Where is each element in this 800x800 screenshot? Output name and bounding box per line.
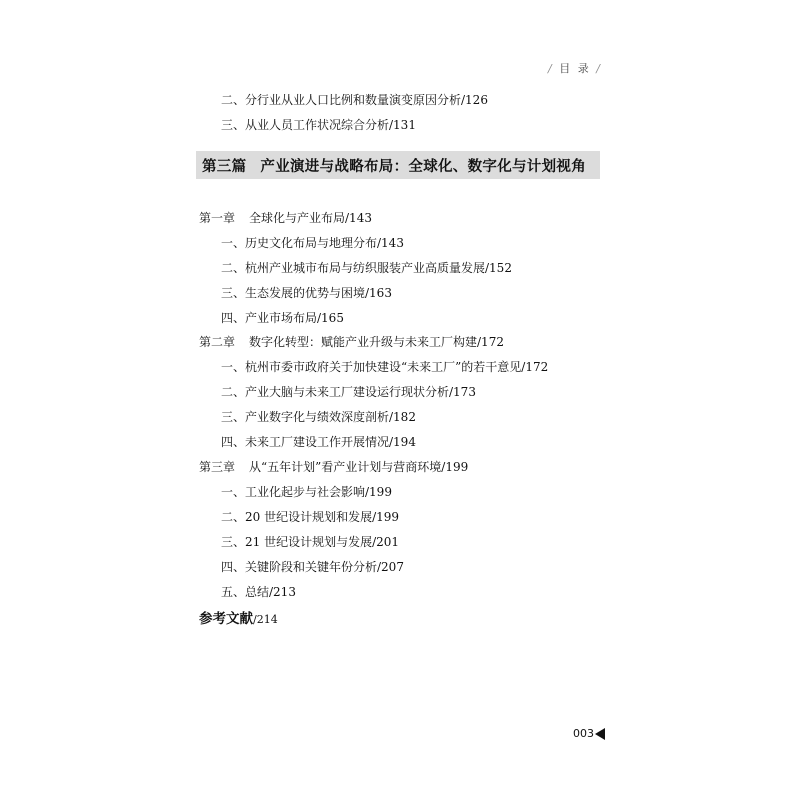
toc-entry[interactable]: 二、产业大脑与未来工厂建设运行现状分析/173 (221, 385, 476, 399)
toc-entry[interactable]: 四、关键阶段和关键年份分析/207 (221, 560, 404, 574)
running-header: / 目 录 / (548, 62, 602, 75)
page-number-text: 003 (573, 727, 594, 740)
toc-entry[interactable]: 三、产业数字化与绩效深度剖析/182 (221, 410, 416, 424)
chapter-entry[interactable] (199, 458, 468, 475)
toc-entry[interactable]: 三、生态发展的优势与困境/163 (221, 286, 392, 300)
toc-entry[interactable]: 四、未来工厂建设工作开展情况/194 (221, 435, 416, 449)
chapter-entry[interactable] (199, 333, 504, 350)
toc-entry[interactable]: 一、杭州市委市政府关于加快建设“未来工厂”的若干意见/172 (221, 360, 549, 374)
toc-entry[interactable]: 五、总结/213 (221, 585, 296, 599)
page-number (573, 727, 605, 740)
chapter-label: 第三章 (199, 460, 236, 474)
references-title: 参考文献 (199, 611, 253, 627)
toc-entry[interactable]: 二、杭州产业城市布局与纺织服装产业高质量发展/152 (221, 261, 512, 275)
part-label: 第三篇 (202, 158, 247, 175)
toc-entry[interactable]: 四、产业市场布局/165 (221, 311, 344, 325)
references-page: /214 (253, 613, 278, 626)
part-title: 产业演进与战略布局：全球化、数字化与计划视角 (260, 158, 587, 175)
chapter-title: 从“五年计划”看产业计划与营商环境/199 (249, 460, 469, 474)
triangle-left-icon (595, 728, 605, 740)
references-entry[interactable] (199, 607, 278, 627)
toc-entry[interactable]: 三、从业人员工作状况综合分析/131 (221, 118, 416, 132)
chapter-label: 第二章 (199, 335, 236, 349)
toc-entry[interactable]: 二、分行业从业人口比例和数量演变原因分析/126 (221, 93, 488, 107)
running-header-title: 目 录 (559, 62, 591, 75)
part-heading (196, 151, 600, 179)
chapter-entry[interactable] (199, 209, 372, 226)
toc-entry[interactable]: 一、工业化起步与社会影响/199 (221, 485, 392, 499)
toc-entry[interactable]: 一、历史文化布局与地理分布/143 (221, 236, 404, 250)
toc-entry[interactable]: 三、21 世纪设计规划与发展/201 (221, 535, 400, 549)
chapter-title: 全球化与产业布局/143 (249, 211, 372, 225)
chapter-title: 数字化转型：赋能产业升级与未来工厂构建/172 (249, 335, 504, 349)
chapter-label: 第一章 (199, 211, 236, 225)
toc-entry[interactable]: 二、20 世纪设计规划和发展/199 (221, 510, 400, 524)
